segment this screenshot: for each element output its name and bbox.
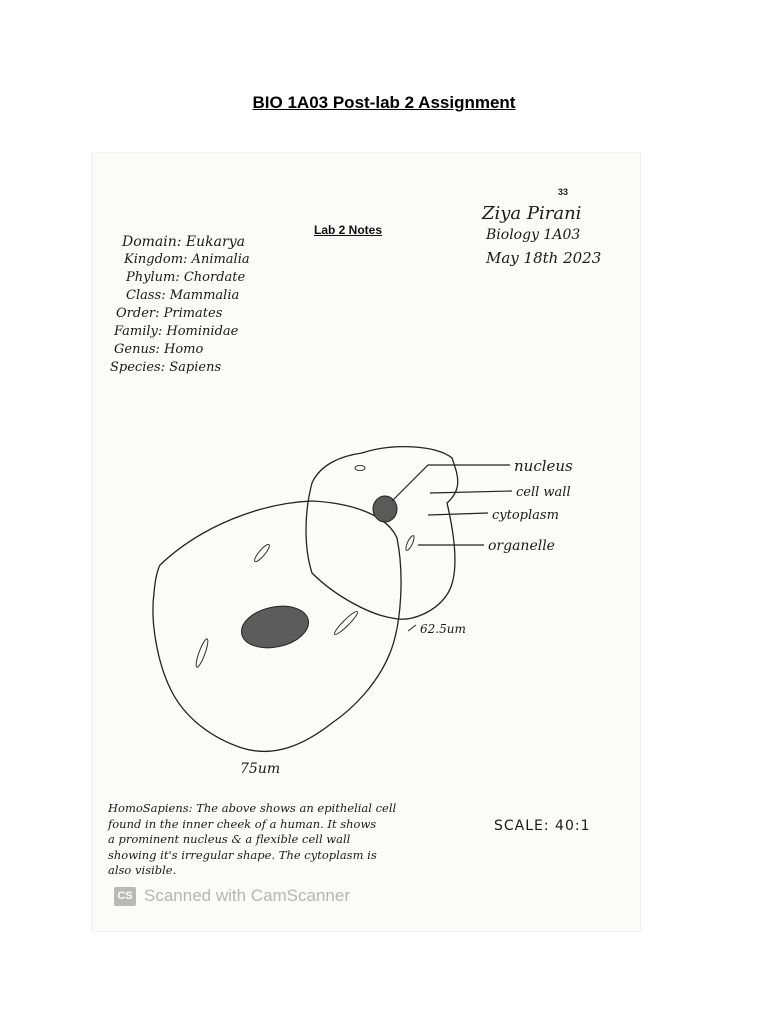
label-line-cell-wall	[430, 491, 512, 493]
label-organelle: organelle	[488, 538, 555, 554]
section-title: Lab 2 Notes	[314, 223, 383, 237]
measurement-large-cell: 75um	[240, 761, 281, 777]
label-cytoplasm: cytoplasm	[492, 508, 559, 523]
notes-line: HomoSapiens: The above shows an epithelial cell	[108, 801, 397, 815]
taxonomy-domain: Domain: Eukarya	[122, 234, 245, 250]
scanned-lab-page	[92, 153, 640, 931]
large-cell-nucleus	[238, 600, 313, 653]
watermark-text: Scanned with CamScanner	[144, 886, 351, 905]
taxonomy-genus: Genus: Homo	[114, 342, 204, 357]
measure-tick-small	[408, 625, 416, 631]
student-name: Ziya Pirani	[482, 203, 582, 224]
camscanner-icon: CS	[114, 887, 136, 906]
organelle	[253, 543, 272, 564]
organelle	[355, 466, 365, 471]
small-cell-outline	[306, 447, 458, 619]
notes-line: a prominent nucleus & a flexible cell wall	[108, 832, 351, 846]
taxonomy-order: Order: Primates	[116, 306, 223, 321]
organelle	[404, 535, 415, 552]
label-cell-wall: cell wall	[516, 485, 571, 500]
scale-label: SCALE: 40:1	[494, 818, 591, 834]
label-nucleus: nucleus	[514, 457, 573, 475]
notes-line: showing it's irregular shape. The cytoplasm is	[108, 847, 377, 862]
taxonomy-family: Family: Hominidae	[114, 324, 239, 339]
organelle	[194, 638, 210, 668]
measurement-small-cell: 62.5um	[420, 622, 466, 636]
course-name: Biology 1A03	[486, 227, 581, 243]
label-line-nucleus	[392, 465, 510, 501]
document-title: BIO 1A03 Post-lab 2 Assignment	[252, 93, 516, 112]
page-number: 33	[558, 187, 569, 197]
notes-line: found in the inner cheek of a human. It shows	[108, 816, 377, 831]
taxonomy-phylum: Phylum: Chordate	[126, 270, 246, 285]
notes-line: also visible.	[108, 863, 177, 877]
camscanner-watermark	[114, 886, 350, 906]
taxonomy-class: Class: Mammalia	[126, 288, 240, 303]
taxonomy-species: Species: Sapiens	[110, 360, 222, 375]
label-line-cytoplasm	[428, 513, 488, 515]
assignment-date: May 18th 2023	[486, 249, 602, 267]
taxonomy-kingdom: Kingdom: Animalia	[124, 252, 250, 267]
organelle	[333, 610, 360, 637]
notes-paragraph	[108, 801, 478, 879]
